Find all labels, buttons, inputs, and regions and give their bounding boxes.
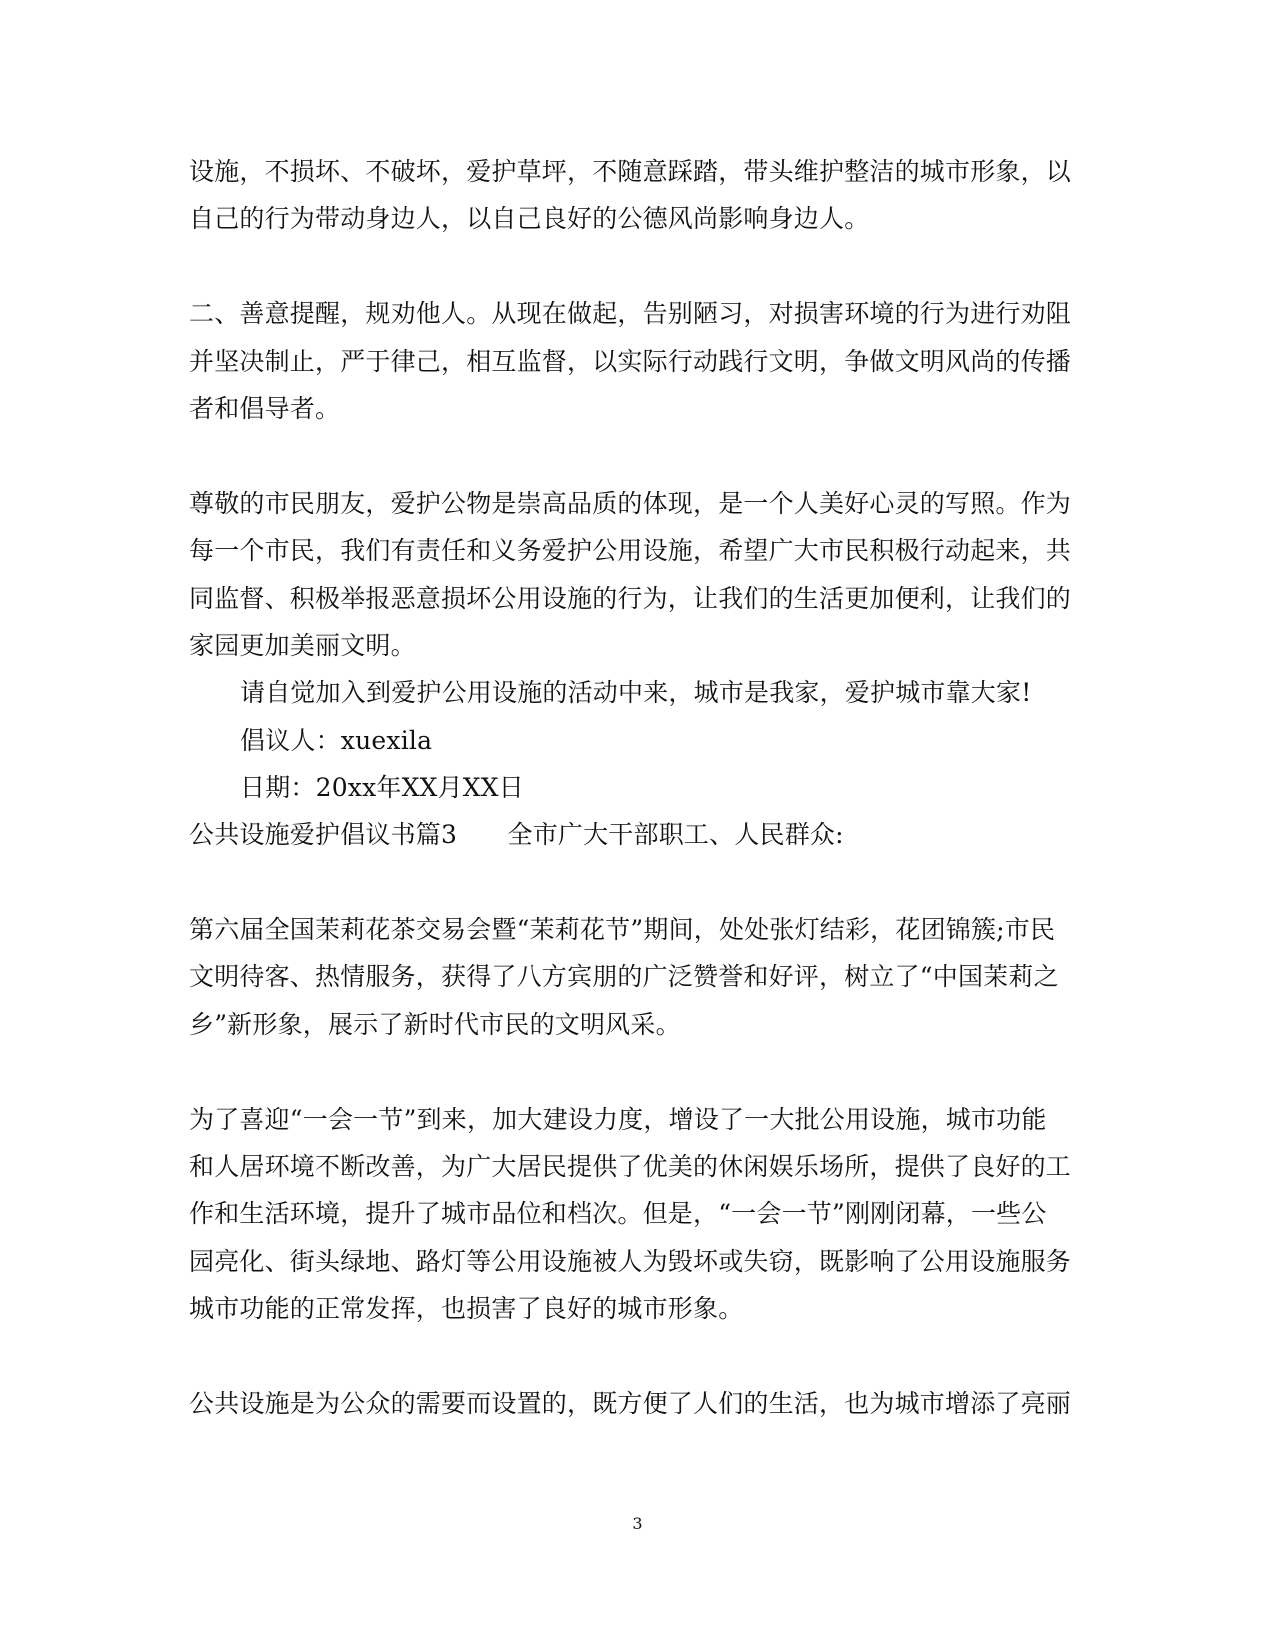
- text-line-19: 作和生活环境，提升了城市品位和档次。但是，“一会一节”刚刚闭幕，一些公: [189, 1199, 1047, 1228]
- text-line-3: 二、善意提醒，规劝他人。从现在做起，告别陋习，对损害环境的行为进行劝阻: [189, 299, 1072, 328]
- text-line-15: 文明待客、热情服务，获得了八方宾朋的广泛赞誉和好评，树立了“中国茉莉之: [189, 962, 1059, 991]
- page-number: 3: [632, 1514, 643, 1533]
- text-line-4: 并坚决制止，严于律己，相互监督，以实际行动践行文明，争做文明风尚的传播: [189, 347, 1072, 376]
- text-line-9: 家园更加美丽文明。: [189, 631, 416, 660]
- text-line-8: 同监督、积极举报恶意损坏公用设施的行为，让我们的生活更加便利，让我们的: [189, 584, 1072, 613]
- call-to-action: 请自觉加入到爱护公用设施的活动中来，城市是我家，爱护城市靠大家!: [240, 678, 1032, 707]
- text-line-20: 园亮化、街头绿地、路灯等公用设施被人为毁坏或失窃，既影响了公用设施服务: [189, 1247, 1072, 1276]
- text-line-14: 第六届全国茉莉花茶交易会暨“茉莉花节”期间，处处张灯结彩，花团锦簇;市民: [189, 915, 1056, 944]
- text-line-6: 尊敬的市民朋友，爱护公物是崇高品质的体现，是一个人美好心灵的写照。作为: [189, 489, 1072, 518]
- section-heading: 公共设施爱护倡议书篇3 全市广大干部职工、人民群众:: [189, 820, 844, 849]
- date: 日期：20xx年XX月XX日: [240, 773, 525, 802]
- text-line-5: 者和倡导者。: [189, 394, 341, 423]
- text-line-2: 自己的行为带动身边人，以自己良好的公德风尚影响身边人。: [189, 204, 870, 233]
- text-line-22: 公共设施是为公众的需要而设置的，既方便了人们的生活，也为城市增添了亮丽: [189, 1389, 1072, 1418]
- text-line-17: 为了喜迎“一会一节”到来，加大建设力度，增设了一大批公用设施，城市功能: [189, 1105, 1047, 1134]
- text-line-18: 和人居环境不断改善，为广大居民提供了优美的休闲娱乐场所，提供了良好的工: [189, 1152, 1072, 1181]
- text-line-7: 每一个市民，我们有责任和义务爱护公用设施，希望广大市民积极行动起来，共: [189, 536, 1072, 565]
- text-line-21: 城市功能的正常发挥，也损害了良好的城市形象。: [189, 1294, 744, 1323]
- proposer: 倡议人：xuexila: [240, 726, 433, 755]
- text-line-16: 乡”新形象，展示了新时代市民的文明风采。: [189, 1010, 681, 1039]
- text-line-1: 设施，不损坏、不破坏，爱护草坪，不随意踩踏，带头维护整洁的城市形象，以: [189, 157, 1072, 186]
